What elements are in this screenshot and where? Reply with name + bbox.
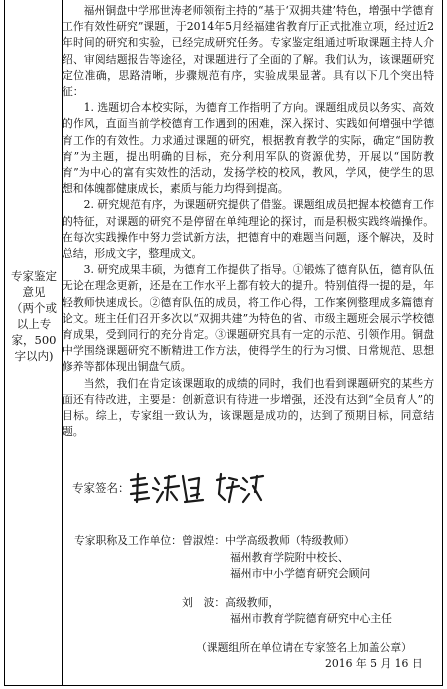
conclusion-paragraph: 当然，我们在肯定该课题取的成绩的同时，我们也看到课题研究的某些方面还有待改进，主要是：创新意识有待进一步增强，还没有达到“全员育人”的目标。综上，专家组一致认为，该课题是成功的，达到了预期目标，同意结题。 — [62, 376, 434, 439]
sign-date: 2016 年 5 月 16 日 — [325, 657, 423, 670]
expert-2-title: 高级教师， — [225, 595, 280, 609]
expert-1-title: 中学高级教师（特级教师） — [225, 534, 355, 547]
handwritten-signature — [125, 470, 265, 510]
label-column — [5, 0, 63, 685]
label-line: 家，500 — [11, 333, 57, 347]
expert-1-unit: 福州教育学院附中校长、 — [230, 550, 349, 564]
label-line: 以上专 — [16, 317, 52, 331]
intro-paragraph: 福州铜盘中学邢世涛老师领衔主持的“基于‘双拥共建’特色，增强中学德育工作有效性研究”课题，于2014年5月经福建省教育厅正式批准立项，经过近2年时间的研究和实验，已经完成研究任务。专家鉴定组通过听取课题主持人介绍、审阅结题报告等途径，对课题进行了全面的了解。我们认为，该课题研究定位准确，思路清晰，步骤规范有序，实验成果显著。具有以下几个突出特征： — [62, 4, 434, 99]
opinion-text — [62, 3, 434, 440]
point-3-paragraph: 3. 研究成果丰硕，为德育工作提供了指导。①锻炼了德育队伍，德育队伍无论在理念更新，还是在工作水平上都有较大的提升。特别值得一提的是，年轻教师快速成长。②德育队伍的成员，将工作心得，工作案例整理成多篇德育论文。班主任们召开多次以“双拥共建”为特色的省、市级主题班会展示学校德育成果，受到同行的充分肯定。③课题研究具有一定的示范、引领作用。铜盘中学围绕课题研究不断精进工作方法，使得学生的行为习惯、日常规范、思想修养等都体现出铜盘气质。 — [62, 263, 434, 374]
expert-info — [74, 533, 392, 628]
expert-1-role: 福州市中小学德育研究会顾问 — [230, 567, 371, 580]
point-1-paragraph: 1. 选题切合本校实际，为德育工作指明了方向。课题组成员以务实、高效的作风，直面当前学校德育工作遇到的困难，深入探讨、实践如何增强中学德育工作的有效性。力求通过课题的研究，根据教育教学的实际，确定“国防教育”为主题，提出明确的目标，充分利用军队的资源优势，开展以“国防教育”为中心的富有实效性的活动，发扬学校的校风，教风，学风，使学生的思想和体魄都健康成长，素质与能力均得到提高。 — [62, 101, 434, 196]
point-2-paragraph: 2. 研究规范有序，为课题研究提供了借鉴。课题组成员把握本校德育工作的特征，对课题的研究不是停留在单纯理论的探讨，而是积极实践终端操作。在每次实践操作中努力尝试新方法，把德育中的难题当问题，逐个解决，及时总结，形成文字，整理成文。 — [62, 198, 434, 261]
label-line: （两个或 — [11, 301, 57, 315]
expert-1-name: 曾淑煌： — [181, 534, 226, 547]
expert-2-name: 刘 波： — [182, 595, 226, 609]
label-line: 专家鉴定 — [11, 269, 57, 283]
signature-label: 专家签名： — [72, 481, 130, 495]
label-line: 意见 — [22, 285, 46, 299]
expert-2-row — [74, 595, 392, 612]
info-label: 专家职称及工作单位： — [74, 534, 182, 547]
expert-2-unit: 福州市教育学院德育研究中心主任 — [230, 612, 392, 625]
expert-1-row — [74, 533, 392, 550]
expert-opinion-label — [7, 268, 61, 364]
stamp-note: （课题组所在单位请在专家签名上加盖公章） — [196, 641, 412, 654]
label-line: 字以内) — [14, 349, 54, 363]
